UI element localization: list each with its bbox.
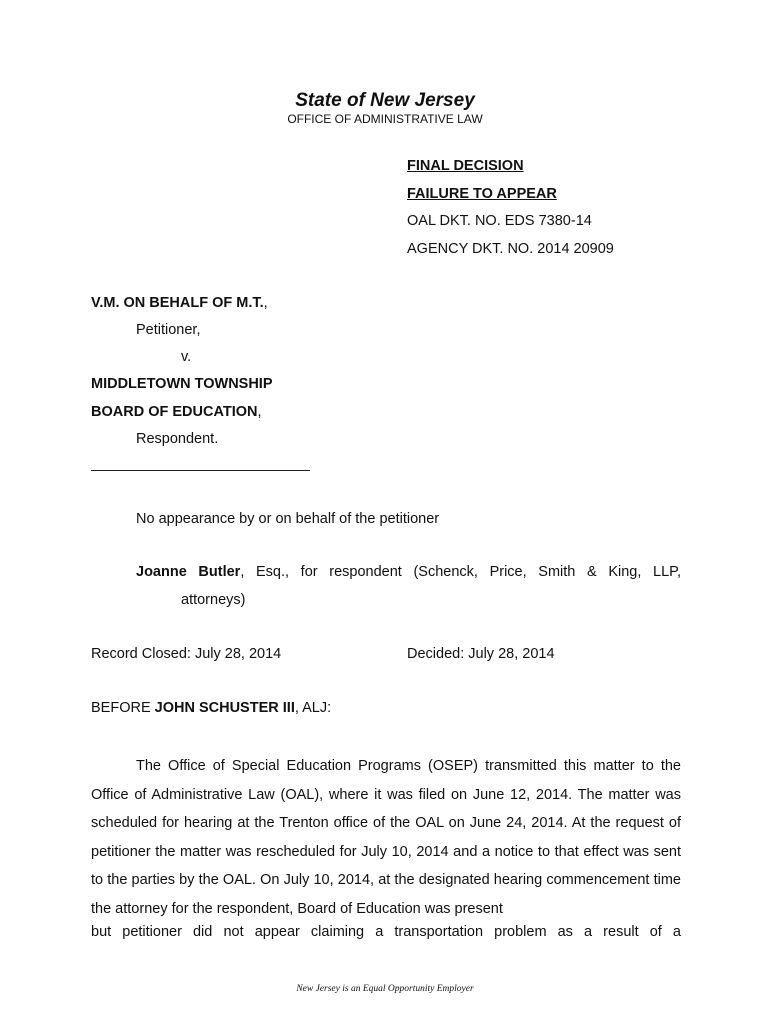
versus: v. <box>181 349 192 365</box>
respondent-attorney: Joanne Butler <box>136 564 241 580</box>
respondent-name-line2: BOARD OF EDUCATION <box>91 404 258 420</box>
oal-docket-number: OAL DKT. NO. EDS 7380-14 <box>407 213 592 229</box>
agency-docket-number: AGENCY DKT. NO. 2014 20909 <box>407 241 614 257</box>
decided-date: Decided: July 28, 2014 <box>407 646 555 662</box>
state-title: State of New Jersey <box>295 90 475 111</box>
petitioner-comma: , <box>263 295 268 311</box>
petitioner-line <box>91 295 268 311</box>
caption-divider <box>91 470 310 471</box>
respondent-appearance-rest: , Esq., for respondent (Schenck, Price, Smith & King, LLP, <box>240 564 681 580</box>
petitioner-appearance: No appearance by or on behalf of the petitioner <box>136 511 440 527</box>
respondent-appearance-cont: attorneys) <box>181 592 246 608</box>
decision-type: FINAL DECISION <box>407 158 524 174</box>
record-closed-date: Record Closed: July 28, 2014 <box>91 646 282 662</box>
failure-to-appear: FAILURE TO APPEAR <box>407 186 557 202</box>
before-suffix: , ALJ: <box>294 700 332 716</box>
before-line <box>91 700 331 716</box>
body-paragraph-last-line: but petitioner did not appear claiming a transportation problem as a result of a <box>91 924 681 940</box>
body-paragraph <box>91 752 681 923</box>
office-name: OFFICE OF ADMINISTRATIVE LAW <box>287 112 483 126</box>
respondent-line2 <box>91 404 262 420</box>
petitioner-role: Petitioner, <box>136 322 201 338</box>
petitioner-name: V.M. ON BEHALF OF M.T. <box>91 295 264 311</box>
before-prefix: BEFORE <box>91 700 155 716</box>
respondent-comma: , <box>257 404 262 420</box>
judge-name: JOHN SCHUSTER III <box>154 700 295 716</box>
body-paragraph-text: The Office of Special Education Programs (OSEP) transmitted this matter to the Office of Administrative Law (OAL), where it was filed on June 12, 2014. The matter was scheduled for hearing at the Trenton office of the OAL on June 24, 2014. At the request of petitioner the matter was rescheduled for July 10, 2014 and a notice to that effect was sent to the parties by the OAL. On July 10, 2014, at the designated hearing commencement time the attorney for the respondent, Board of Education was present <box>91 758 681 917</box>
respondent-name-line1: MIDDLETOWN TOWNSHIP <box>91 376 273 392</box>
footer-text: New Jersey is an Equal Opportunity Employer <box>296 984 474 994</box>
respondent-role: Respondent. <box>136 431 219 447</box>
respondent-appearance <box>136 564 681 580</box>
